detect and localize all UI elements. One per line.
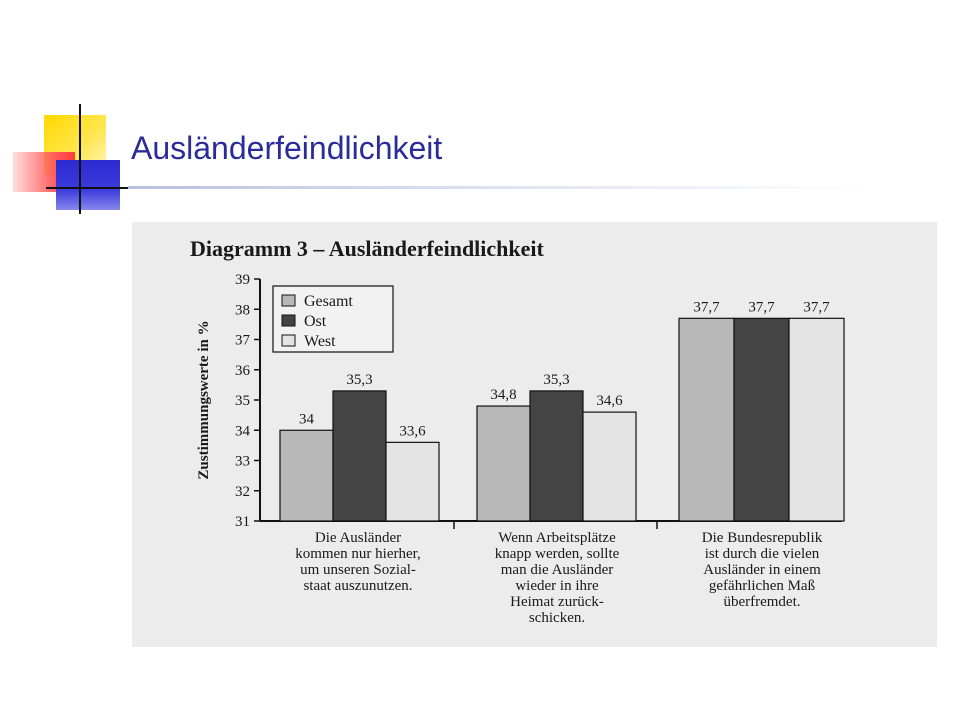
legend-label: West xyxy=(304,333,336,350)
category-label: knapp werden, sollte xyxy=(494,546,620,562)
deco-blue-square xyxy=(56,160,120,210)
bar-value-label: 35,3 xyxy=(543,371,570,388)
y-axis-label: Zustimmungswerte in % xyxy=(196,320,212,480)
category-label: gefährlichen Maß xyxy=(708,578,816,594)
category-label: um unseren Sozial- xyxy=(300,562,416,578)
y-tick-label: 31 xyxy=(235,514,250,530)
chart-title: Diagramm 3 – Ausländerfeindlichkeit xyxy=(190,236,544,261)
category-label: wieder in ihre xyxy=(515,578,599,594)
category-label: Die Ausländer xyxy=(314,530,402,546)
legend-swatch xyxy=(282,335,295,346)
y-tick-label: 33 xyxy=(235,453,250,470)
category-label: kommen nur hierher, xyxy=(295,546,421,562)
category-label: Ausländer in einem xyxy=(703,562,821,578)
bar-west xyxy=(583,412,636,521)
bar-value-label: 34,6 xyxy=(596,393,623,410)
y-tick-label: 37 xyxy=(235,332,250,349)
bar-ost xyxy=(530,391,583,521)
bar-gesamt xyxy=(280,430,333,521)
y-tick-label: 39 xyxy=(235,272,250,288)
chart-scan xyxy=(132,222,937,647)
legend-label: Ost xyxy=(304,313,327,330)
bar-value-label: 34,8 xyxy=(490,387,517,404)
bar-value-label: 37,7 xyxy=(803,299,830,316)
slide-title: Ausländerfeindlichkeit xyxy=(131,130,443,166)
category-label: überfremdet. xyxy=(723,594,801,610)
category-label: Die Bundesrepublik xyxy=(701,530,823,546)
y-tick-label: 32 xyxy=(235,483,250,500)
bar-gesamt xyxy=(679,318,734,521)
category-label: Heimat zurück- xyxy=(510,594,604,610)
bar-ost xyxy=(333,391,386,521)
y-tick-label: 35 xyxy=(235,393,250,409)
y-tick-label: 36 xyxy=(235,362,250,379)
category-label: schicken. xyxy=(528,610,586,626)
deco-horizontal-line xyxy=(46,187,128,189)
bar-value-label: 37,7 xyxy=(693,299,720,316)
bar-west xyxy=(386,442,439,521)
chart-legend xyxy=(273,286,393,352)
bar-value-label: 33,6 xyxy=(399,423,426,440)
bar-value-label: 37,7 xyxy=(748,299,775,316)
chart-categories xyxy=(295,530,823,626)
category-label: ist durch die vielen xyxy=(704,546,820,562)
category-label: staat auszunutzen. xyxy=(303,578,413,594)
y-tick-label: 34 xyxy=(235,423,250,440)
legend-swatch xyxy=(282,315,295,326)
category-label: man die Ausländer xyxy=(500,562,614,578)
bar-value-label: 35,3 xyxy=(346,371,373,388)
bar-chart xyxy=(132,222,937,647)
legend-label: Gesamt xyxy=(304,293,353,310)
title-underline xyxy=(128,186,868,189)
category-label: Wenn Arbeitsplätze xyxy=(498,530,616,546)
bar-ost xyxy=(734,318,789,521)
bar-value-label: 34 xyxy=(299,411,314,428)
deco-vertical-line xyxy=(79,104,81,214)
y-tick-label: 38 xyxy=(235,302,250,319)
legend-swatch xyxy=(282,295,295,306)
bar-gesamt xyxy=(477,406,530,521)
bar-west xyxy=(789,318,844,521)
